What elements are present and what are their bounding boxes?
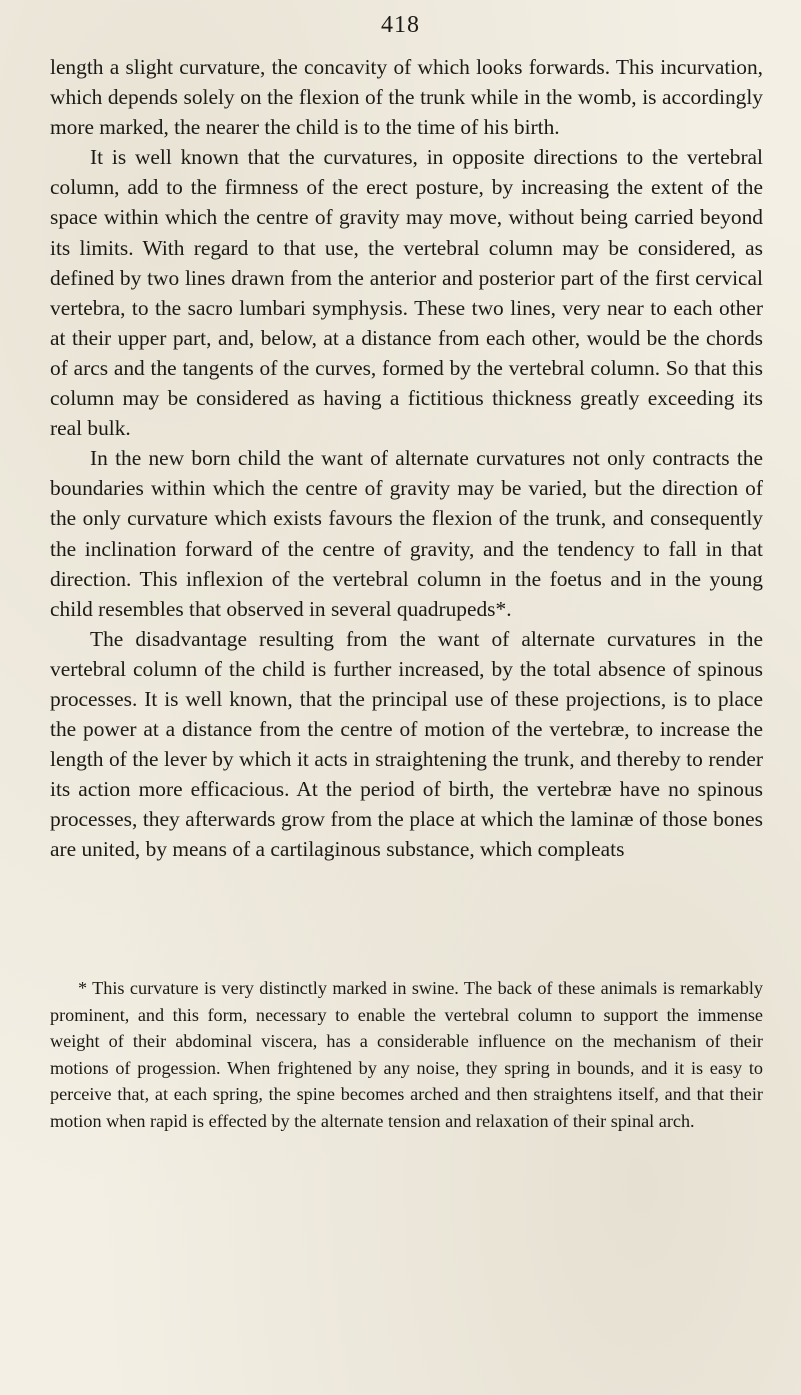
body-text (50, 52, 763, 865)
footnote-text: * This curvature is very distinctly marked in swine. The back of these animals is remarkably prominent, and this form, necessary to enable the vertebral column to support the immense weight of their abdominal viscera, has a considerable influence on the mechanism of their motions of progession. When frightened by any noise, they spring in bounds, and it is easy to perceive that, at each spring, the spine becomes arched and then straightens itself, and that their motion when rapid is effected by the alternate tension and relaxation of their spinal arch. (50, 978, 763, 1131)
paragraph-4: The disadvantage resulting from the want of alternate curvatures in the vertebral column of the child is further increased, by the total absence of spinous processes. It is well known, that the principal use of these projections, is to place the power at a distance from the centre of motion of the vertebræ, to increase the length of the lever by which it acts in straightening the trunk, and thereby to render its action more efficacious. At the period of birth, the vertebræ have no spinous processes, they afterwards grow from the place at which the laminæ of those bones are united, by means of a cartilaginous substance, which compleats (50, 626, 763, 862)
paragraph-2: It is well known that the curvatures, in opposite directions to the vertebral column, add to the firmness of the erect posture, by increasing the extent of the space within which the centre of gravity may move, without being carried beyond its limits. With regard to that use, the vertebral column may be considered, as defined by two lines drawn from the anterior and posterior part of the first cervical vertebra, to the sacro lumbari symphysis. These two lines, very near to each other at their upper part, and, below, at a distance from each other, would be the chords of arcs and the tangents of the curves, formed by the vertebral column. So that this column may be considered as having a fictitious thickness greatly exceeding its real bulk. (50, 145, 763, 441)
paragraph-1: length a slight curvature, the concavity of which looks forwards. This incurvation, which depends solely on the flexion of the trunk while in the womb, is accordingly more marked, the nearer the child is to the time of his birth. (50, 55, 763, 140)
page-number: 418 (381, 12, 420, 38)
footnote (50, 975, 763, 1134)
paragraph-3: In the new born child the want of alternate curvatures not only contracts the boundaries within which the centre of gravity may be varied, but the direction of the only curvature which exists favours the flexion of the trunk, and consequently the inclination forward of the centre of gravity, and the tendency to fall in that direction. This inflexion of the vertebral column in the foetus and in the young child resembles that observed in several quadrupeds*. (50, 446, 763, 621)
